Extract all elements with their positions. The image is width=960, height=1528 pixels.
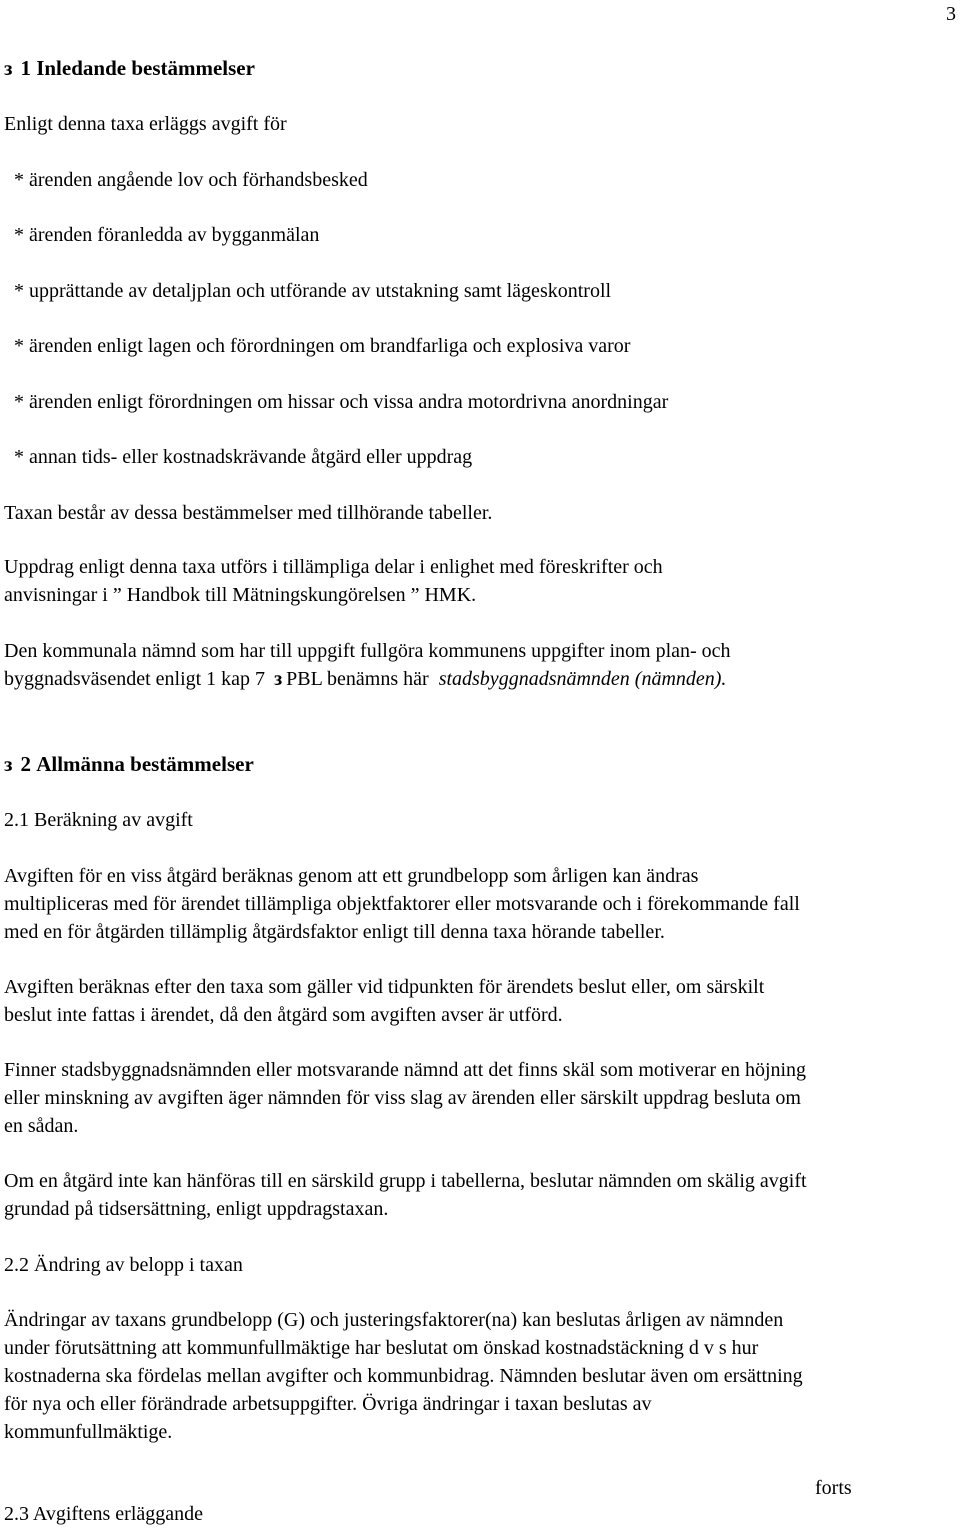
list-item: * ärenden enligt lagen och förordningen om brandfarliga och explosiva varor [14, 335, 631, 357]
paragraph-line: en sådan. [4, 1115, 79, 1137]
paragraph-line: för nya och eller förändrade arbetsuppgifter. Övriga ändringar i taxan beslutas av [4, 1393, 652, 1415]
section-1-title: 1 Inledande bestämmelser [20, 56, 255, 80]
namnd-defined-term: stadsbyggnadsnämnden (nämnden). [438, 668, 727, 690]
section-symbol: з [274, 668, 283, 690]
list-item: * upprättande av detaljplan och utförande av utstakning samt lägeskontroll [14, 280, 612, 302]
continued-note: forts [815, 1477, 852, 1499]
paragraph-line: Finner stadsbyggnadsnämnden eller motsvarande nämnd att det finns skäl som motiverar en höjning [4, 1059, 807, 1081]
paragraph-line: kommunfullmäktige. [4, 1421, 173, 1443]
section-1-heading [4, 54, 956, 82]
uppdrag-paragraph-line: Uppdrag enligt denna taxa utförs i tillämpliga delar i enlighet med föreskrifter och [4, 556, 663, 578]
section-symbol: з [4, 56, 13, 80]
paragraph-line: eller minskning av avgiften äger nämnden för viss slag av ärenden eller särskilt uppdrag besluta om [4, 1087, 801, 1109]
subsection-2-2-heading: 2.2 Ändring av belopp i taxan [4, 1254, 243, 1276]
paragraph-line: Avgiften för en viss åtgärd beräknas genom att ett grundbelopp som årligen kan ändras [4, 865, 699, 887]
intro-text: Enligt denna taxa erläggs avgift för [4, 113, 287, 135]
list-item: * ärenden angående lov och förhandsbesked [14, 169, 368, 191]
section-symbol: з [4, 752, 13, 776]
paragraph-line: Om en åtgärd inte kan hänföras till en särskild grupp i tabellerna, beslutar nämnden om skälig avgift [4, 1170, 807, 1192]
list-item: * ärenden föranledda av bygganmälan [14, 224, 320, 246]
namnd-paragraph-line [4, 665, 956, 693]
taxan-paragraph: Taxan består av dessa bestämmelser med tillhörande tabeller. [4, 502, 493, 524]
uppdrag-paragraph-line: anvisningar i ” Handbok till Mätningskungörelsen ” HMK. [4, 584, 477, 606]
namnd-paragraph-line: Den kommunala nämnd som har till uppgift fullgöra kommunens uppgifter inom plan- och [4, 640, 731, 662]
list-item: * annan tids- eller kostnadskrävande åtgärd eller uppdrag [14, 446, 473, 468]
paragraph-line: med en för åtgärden tillämplig åtgärdsfaktor enligt till denna taxa hörande tabeller. [4, 921, 665, 943]
section-2-heading [4, 750, 956, 778]
paragraph-line: Avgiften beräknas efter den taxa som gäller vid tidpunkten för ärendets beslut eller, om särskilt [4, 976, 765, 998]
paragraph-line: under förutsättning att kommunfullmäktige har beslutat om önskad kostnadstäckning d v s hur [4, 1337, 759, 1359]
namnd-text-a: byggnadsväsendet enligt 1 kap 7 [4, 668, 266, 690]
subsection-2-1-heading: 2.1 Beräkning av avgift [4, 809, 193, 831]
namnd-text-b: PBL benämns här [286, 668, 429, 690]
page-number: 3 [946, 3, 956, 25]
paragraph-line: Ändringar av taxans grundbelopp (G) och justeringsfaktorer(na) kan beslutas årligen av nämnden [4, 1309, 784, 1331]
section-2-title: 2 Allmänna bestämmelser [20, 752, 254, 776]
subsection-2-3-heading: 2.3 Avgiftens erläggande [4, 1503, 204, 1525]
paragraph-line: kostnaderna ska fördelas mellan avgifter och kommunbidrag. Nämnden beslutar även om ersättning [4, 1365, 803, 1387]
list-item: * ärenden enligt förordningen om hissar och vissa andra motordrivna anordningar [14, 391, 669, 413]
paragraph-line: beslut inte fattas i ärendet, då den åtgärd som avgiften avser är utförd. [4, 1004, 563, 1026]
paragraph-line: multipliceras med för ärendet tillämpliga objektfaktorer eller motsvarande och i förekommande fall [4, 893, 800, 915]
paragraph-line: grundad på tidsersättning, enligt uppdragstaxan. [4, 1198, 389, 1220]
